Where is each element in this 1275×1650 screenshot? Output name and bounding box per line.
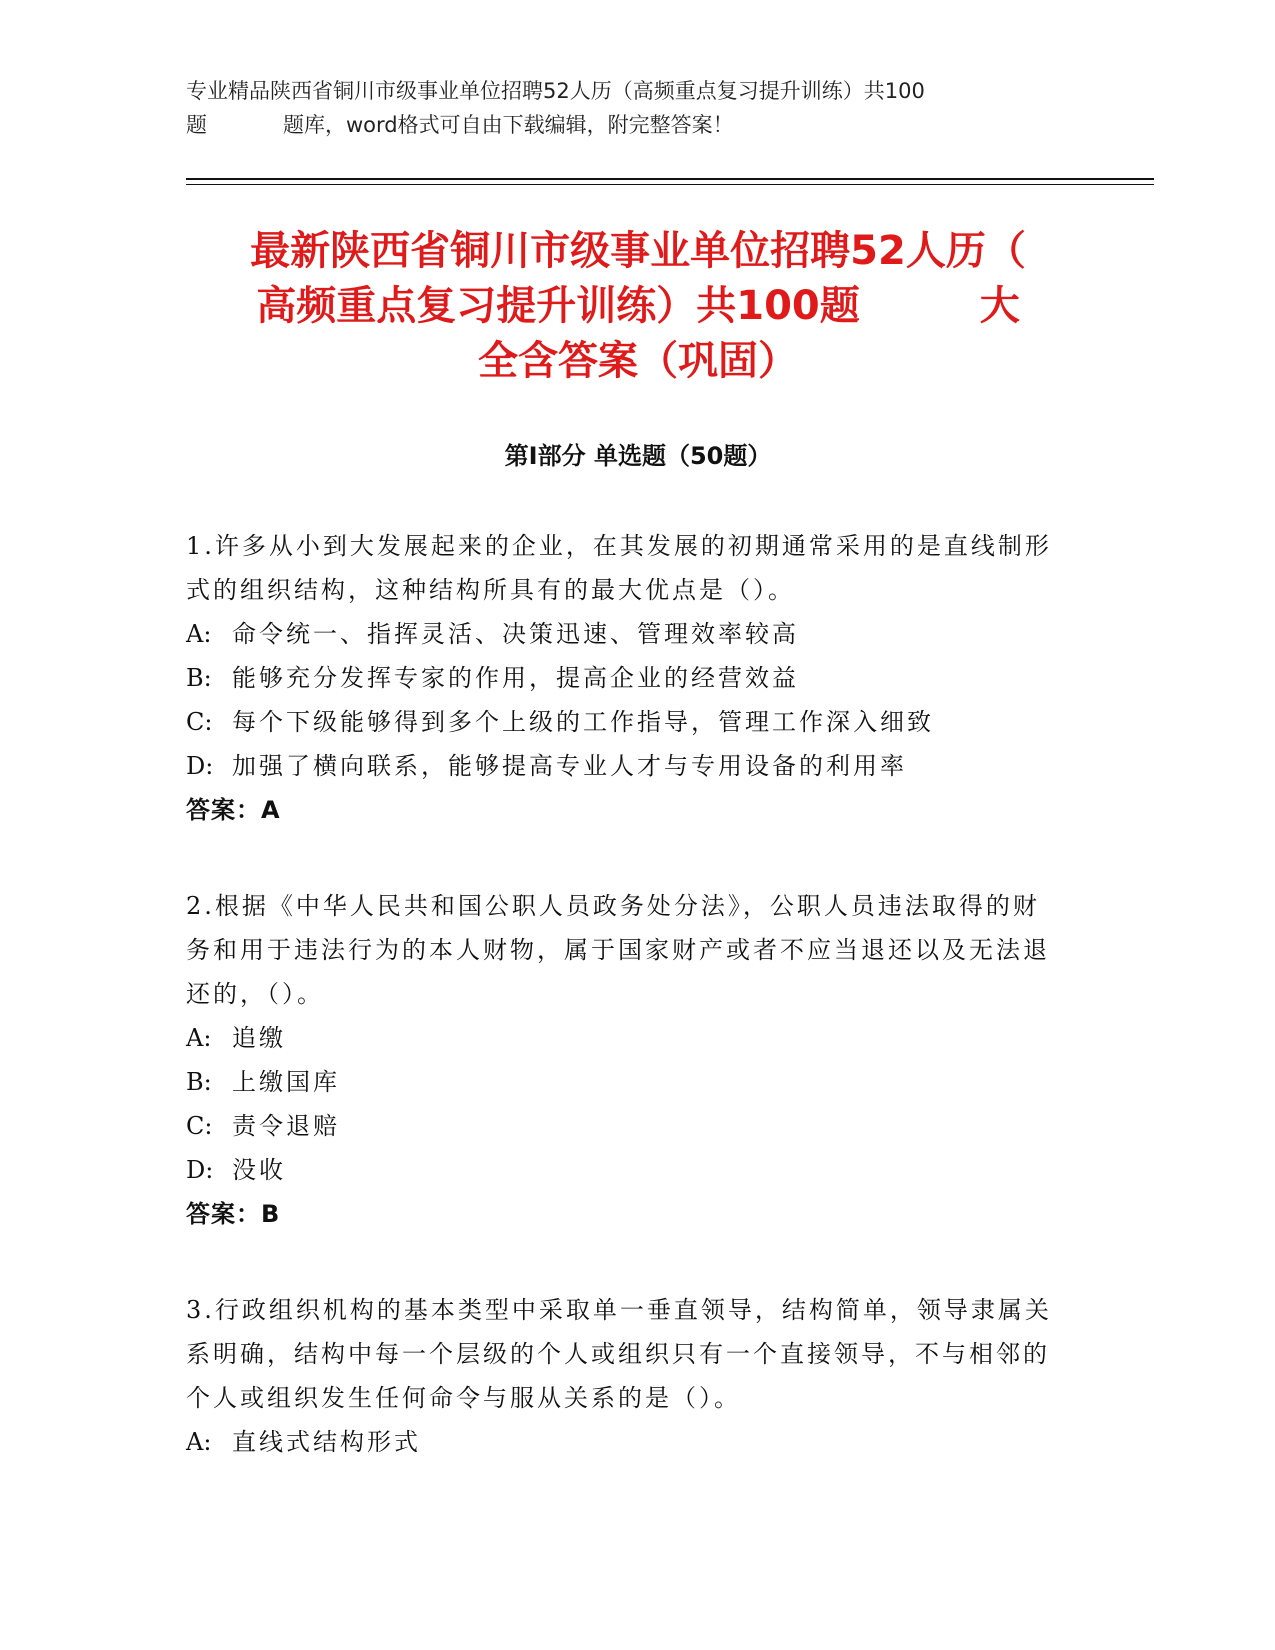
header-line-1: 专业精品陕西省铜川市级事业单位招聘52人历（高频重点复习提升训练）共100 xyxy=(186,79,925,103)
option-b xyxy=(186,656,1056,700)
answer-line: 答案：B xyxy=(186,1200,281,1228)
option-d xyxy=(186,744,1056,788)
option-text: 命令统一、指挥灵活、决策迅速、管理效率较高 xyxy=(232,620,799,648)
option-a xyxy=(186,1420,1056,1464)
option-b xyxy=(186,1060,1056,1104)
header-line-2-left: 题 xyxy=(186,113,207,137)
option-key: B: xyxy=(186,664,212,692)
header-line-2 xyxy=(186,108,1086,142)
option-text: 没收 xyxy=(232,1156,286,1184)
answer-line: 答案：A xyxy=(186,796,281,824)
header-line-2-right: 题库，word格式可自由下载编辑，附完整答案！ xyxy=(283,113,734,137)
question-1 xyxy=(186,524,1056,832)
option-text: 每个下级能够得到多个上级的工作指导，管理工作深入细致 xyxy=(232,708,934,736)
option-key: A: xyxy=(186,1024,212,1052)
option-text: 追缴 xyxy=(232,1024,286,1052)
title-line-2-right: 大 xyxy=(979,283,1020,329)
question-2 xyxy=(186,884,1056,1236)
option-key: D: xyxy=(186,1156,214,1184)
title-line-3: 全含答案（巩固） xyxy=(478,338,798,384)
title-line-2 xyxy=(186,279,1090,334)
question-stem: 1.许多从小到大发展起来的企业，在其发展的初期通常采用的是直线制形式的组织结构，这种结构所具有的最大优点是（）。 xyxy=(186,532,1052,604)
option-c xyxy=(186,700,1056,744)
option-text: 直线式结构形式 xyxy=(232,1428,421,1456)
option-key: B: xyxy=(186,1068,212,1096)
header-divider-thick xyxy=(186,178,1154,180)
header-divider-thin xyxy=(186,184,1154,185)
option-text: 加强了横向联系，能够提高专业人才与专用设备的利用率 xyxy=(232,752,907,780)
option-a xyxy=(186,1016,1056,1060)
section-heading: 第Ⅰ部分 单选题（50题） xyxy=(504,442,772,470)
option-key: C: xyxy=(186,1112,213,1140)
option-text: 能够充分发挥专家的作用，提高企业的经营效益 xyxy=(232,664,799,692)
question-3 xyxy=(186,1288,1056,1464)
question-stem: 3.行政组织机构的基本类型中采取单一垂直领导，结构简单，领导隶属关系明确，结构中每一个层级的个人或组织只有一个直接领导，不与相邻的个人或组织发生任何命令与服从关系的是（）。 xyxy=(186,1296,1052,1412)
option-key: A: xyxy=(186,620,212,648)
option-text: 上缴国库 xyxy=(232,1068,340,1096)
page-header xyxy=(186,74,1086,142)
option-key: D: xyxy=(186,752,214,780)
option-d xyxy=(186,1148,1056,1192)
option-key: A: xyxy=(186,1428,212,1456)
option-a xyxy=(186,612,1056,656)
option-key: C: xyxy=(186,708,213,736)
option-text: 责令退赔 xyxy=(232,1112,340,1140)
option-c xyxy=(186,1104,1056,1148)
question-stem: 2.根据《中华人民共和国公职人员政务处分法》，公职人员违法取得的财务和用于违法行为的本人财物，属于国家财产或者不应当退还以及无法退还的，（）。 xyxy=(186,892,1050,1008)
title-line-2-left: 高频重点复习提升训练）共100题 xyxy=(256,283,860,329)
title-line-1: 最新陕西省铜川市级事业单位招聘52人历（ xyxy=(250,228,1026,274)
document-title xyxy=(186,224,1090,389)
